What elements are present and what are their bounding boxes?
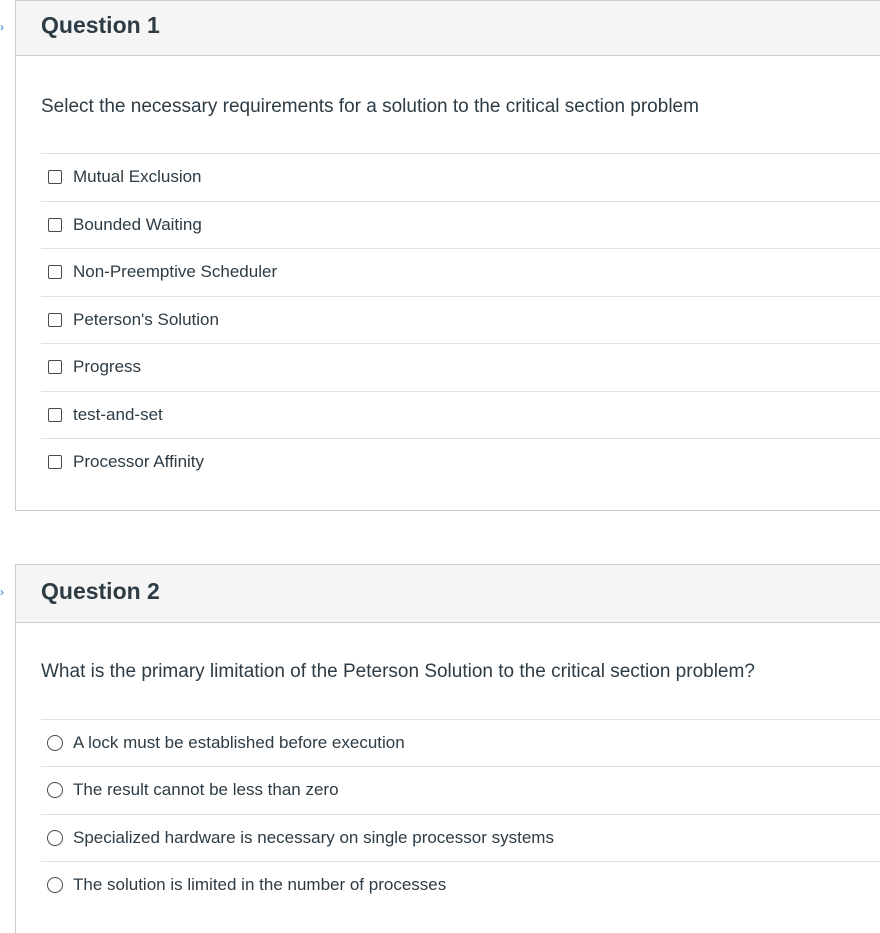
radio-button[interactable] [47, 735, 63, 751]
answer-label: Bounded Waiting [73, 214, 202, 234]
answer-label: Mutual Exclusion [73, 167, 202, 187]
question-title: Question 2 [41, 578, 160, 604]
answer-option[interactable] [41, 153, 880, 201]
answer-option[interactable] [41, 391, 880, 439]
checkbox[interactable] [48, 170, 62, 184]
answer-option[interactable] [41, 766, 880, 813]
answer-option[interactable] [41, 814, 880, 861]
checkbox[interactable] [48, 265, 62, 279]
checkbox[interactable] [48, 360, 62, 374]
answer-list [41, 719, 880, 908]
answer-label: Progress [73, 357, 142, 377]
answer-option[interactable] [41, 343, 880, 391]
checkbox[interactable] [48, 408, 62, 422]
answer-list [41, 153, 880, 486]
checkbox[interactable] [48, 455, 62, 469]
question-2 [15, 564, 880, 933]
question-1 [15, 0, 880, 511]
answer-label: test-and-set [73, 404, 163, 424]
answer-option[interactable] [41, 438, 880, 486]
checkbox[interactable] [48, 313, 62, 327]
answer-label: Specialized hardware is necessary on single processor systems [73, 827, 554, 847]
answer-option[interactable] [41, 719, 880, 766]
answer-option[interactable] [41, 296, 880, 344]
question-header [16, 565, 880, 623]
answer-option[interactable] [41, 248, 880, 296]
question-header [16, 1, 880, 56]
question-text: Select the necessary requirements for a solution to the critical section problem [41, 96, 699, 117]
answer-label: The solution is limited in the number of processes [73, 875, 447, 895]
answer-label: Peterson's Solution [73, 309, 219, 329]
answer-label: A lock must be established before execution [73, 733, 405, 753]
answer-label: The result cannot be less than zero [73, 780, 339, 800]
question-text: What is the primary limitation of the Peterson Solution to the critical section problem? [41, 661, 755, 682]
question-title: Question 1 [41, 11, 160, 38]
checkbox[interactable] [48, 218, 62, 232]
radio-button[interactable] [47, 830, 63, 846]
radio-button[interactable] [47, 782, 63, 798]
radio-button[interactable] [47, 877, 63, 893]
answer-option[interactable] [41, 201, 880, 249]
answer-label: Non-Preemptive Scheduler [73, 262, 278, 282]
answer-label: Processor Affinity [73, 452, 205, 472]
chevron-right-icon: › [0, 22, 4, 32]
chevron-right-icon: › [0, 587, 4, 597]
answer-option[interactable] [41, 861, 880, 908]
